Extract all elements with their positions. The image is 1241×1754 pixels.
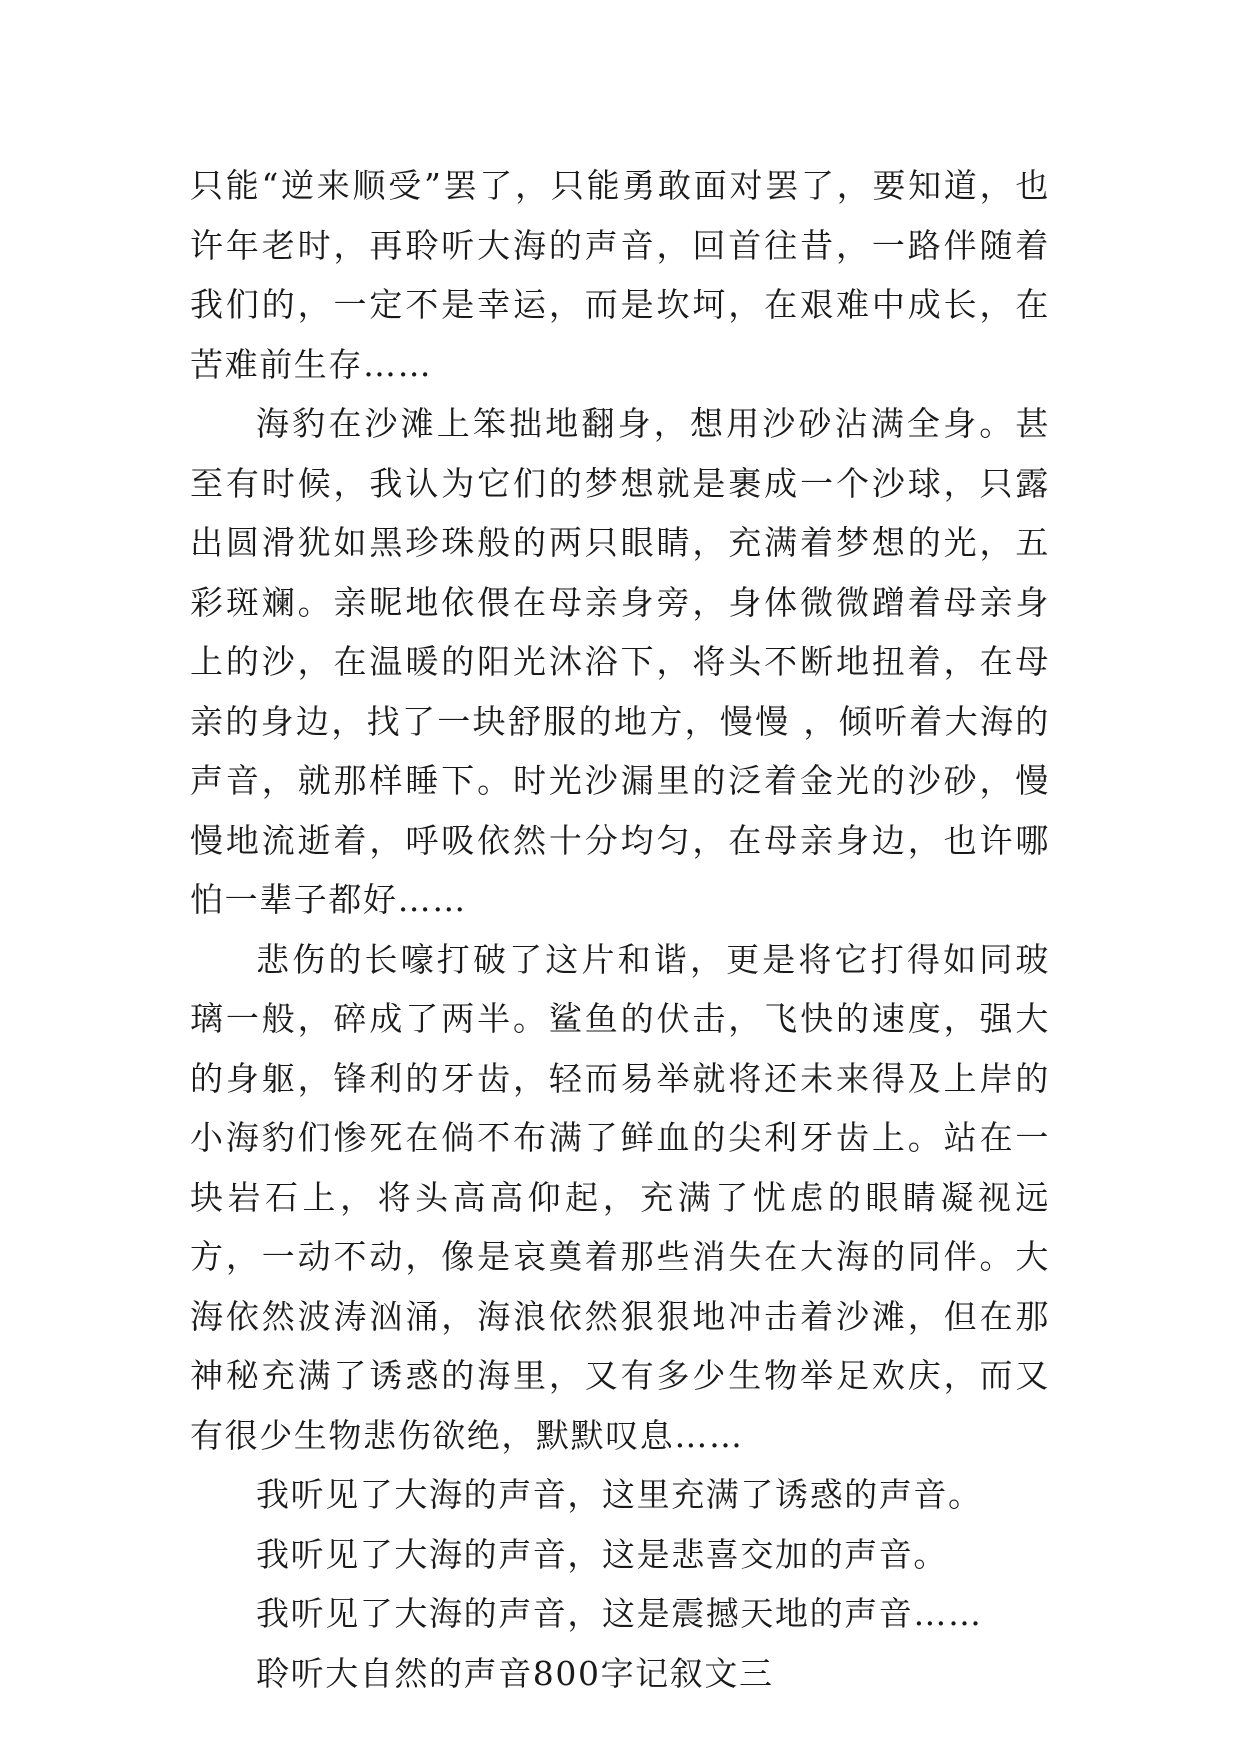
line-sea-voice-2: 我听见了大海的声音，这是悲喜交加的声音。 — [256, 1534, 948, 1574]
line-sea-voice-3: 我听见了大海的声音，这是震撼天地的声音…… — [256, 1594, 983, 1633]
paragraph-shark-attack: 悲伤的长嚎打破了这片和谐，更是将它打得如同玻璃一般，碎成了两半。鲨鱼的伏击，飞快的速度，强大的身躯，锋利的牙齿，轻而易举就将还未来得及上岸的小海豹们惨死在倘不布满了鲜血的尖利牙齿上。站在一块岩石上，将头高高仰起，充满了忧虑的眼睛凝视远方，一动不动，像是哀奠着那些消失在大海的同伴。大海依然波涛汹涌，海浪依然狠狠地冲击着沙滩，但在那神秘充满了诱惑的海里，又有多少生物举足欢庆，而又有很少生物悲伤欲绝，默默叹息…… — [190, 939, 1050, 1455]
paragraph-continuation: 只能“逆来顺受”罢了，只能勇敢面对罢了，要知道，也许年老时，再聆听大海的声音，回首往昔，一路伴随着我们的，一定不是幸运，而是坎坷，在艰难中成长，在苦难前生存…… — [190, 166, 1050, 384]
paragraph-seal-beach: 海豹在沙滩上笨拙地翻身，想用沙砂沾满全身。甚至有时候，我认为它们的梦想就是裹成一个沙球，只露出圆滑犹如黑珍珠般的两只眼睛，充满着梦想的光，五彩斑斓。亲昵地依偎在母亲身旁，身体微微蹭着母亲身上的沙，在温暖的阳光沐浴下，将头不断地扭着，在母亲的身边，找了一块舒服的地方，慢慢 ，倾听着大海的声音，就那样睡下。时光沙漏里的泛着金光的沙砂，慢慢地流逝着，呼吸依然十分均匀，在母亲身边，也许哪怕一辈子都好…… — [190, 404, 1050, 919]
essay-heading-three: 聆听大自然的声音800字记叙文三 — [256, 1653, 774, 1693]
body-text — [190, 156, 1050, 1703]
line-sea-voice-1: 我听见了大海的声音，这里充满了诱惑的声音。 — [256, 1475, 983, 1514]
